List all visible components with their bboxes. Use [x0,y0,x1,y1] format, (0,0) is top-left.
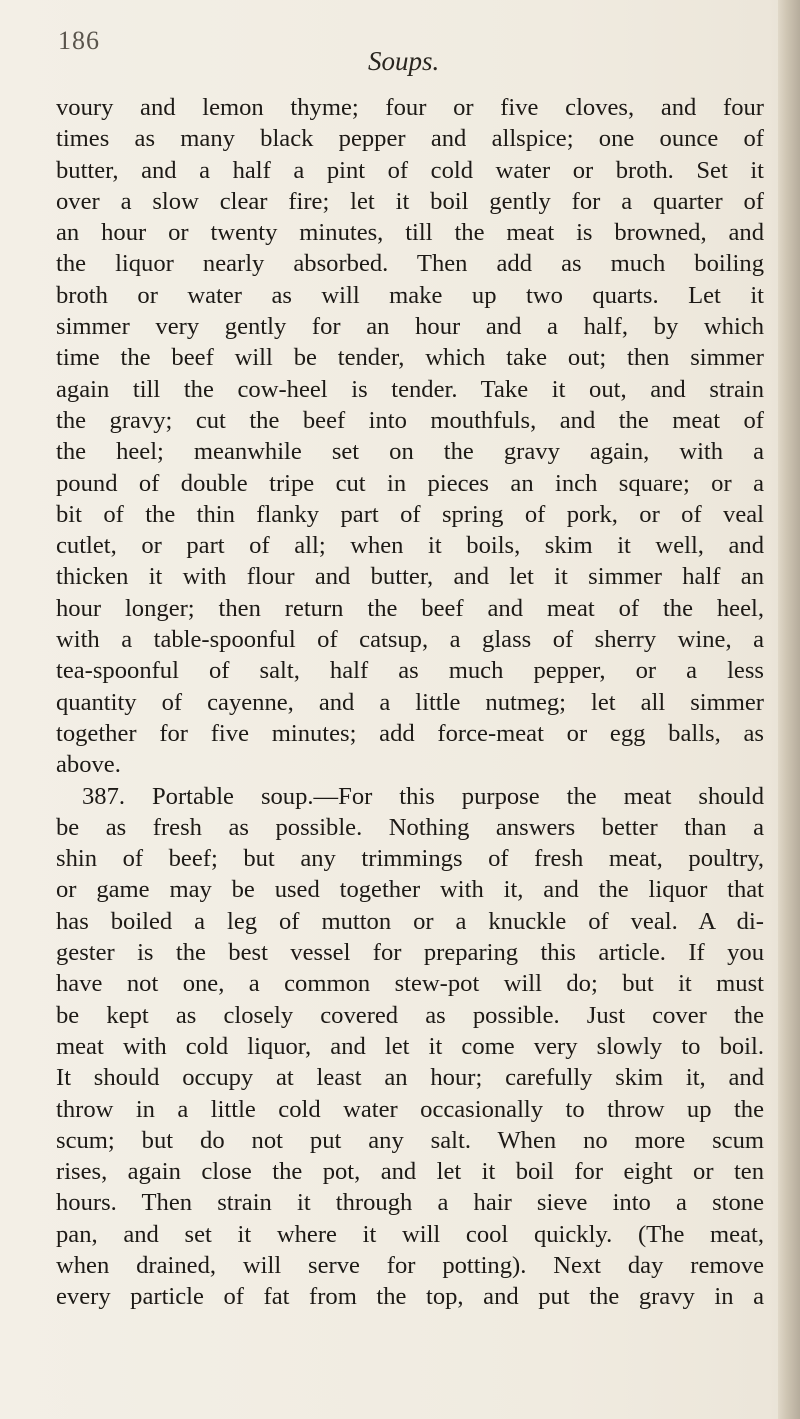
text-line: an hour or twenty minutes, till the meat is browned, and [56,219,764,247]
text-line: bit of the thin flanky part of spring of pork, or of veal [56,500,764,528]
text-line: again till the cow-heel is tender. Take it out, and strain [56,375,764,403]
text-line: cutlet, or part of all; when it boils, skim it well, and [56,532,764,560]
running-title: Soups. [368,46,440,76]
text-line: butter, and a half a pint of cold water or broth. Set it [56,156,764,184]
body-text [56,92,764,1313]
text-line: or game may be used together with it, and the liquor that [56,876,764,904]
text-line: above. [56,751,121,779]
text-line: scum; but do not put any salt. When no more scum [56,1126,764,1154]
text-line: thicken it with flour and butter, and let it simmer half an [56,563,764,591]
text-line: quantity of cayenne, and a little nutmeg; let all simmer [56,688,764,716]
text-line: pound of double tripe cut in pieces an inch square; or a [56,469,764,497]
text-line: together for five minutes; add force-meat or egg balls, as [56,719,764,747]
text-line: the liquor nearly absorbed. Then add as much boiling [56,250,764,278]
page-number: 186 [58,26,100,55]
running-head [58,18,758,76]
text-line: be kept as closely covered as possible. Just cover the [56,1001,764,1029]
text-line: simmer very gently for an hour and a half, by which [56,313,764,341]
page-edge-shadow [778,0,800,1419]
text-line: has boiled a leg of mutton or a knuckle of veal. A di- [56,907,764,935]
text-line: gester is the best vessel for preparing this article. If you [56,939,764,967]
text-line: It should occupy at least an hour; carefully skim it, and [56,1064,764,1092]
text-line: pan, and set it where it will cool quickly. (The meat, [56,1220,764,1248]
text-line: the gravy; cut the beef into mouthfuls, and the meat of [56,406,764,434]
text-line: shin of beef; but any trimmings of fresh meat, poultry, [56,845,764,873]
text-line: hour longer; then return the beef and meat of the heel, [56,594,764,622]
text-line: throw in a little cold water occasionally to throw up the [56,1095,764,1123]
text-line: rises, again close the pot, and let it boil for eight or ten [56,1158,764,1186]
text-line: have not one, a common stew-pot will do; but it must [56,970,764,998]
text-line: hours. Then strain it through a hair sieve into a stone [56,1189,764,1217]
text-line: voury and lemon thyme; four or five cloves, and four [56,94,764,121]
text-line: with a table-spoonful of catsup, a glass of sherry wine, a [56,626,764,654]
text-line: time the beef will be tender, which take out; then simmer [56,344,764,372]
section-heading-line: 387. Portable soup.—For this purpose the meat should [82,782,764,810]
text-line: meat with cold liquor, and let it come very slowly to boil. [56,1032,764,1060]
text-line: broth or water as will make up two quarts. Let it [56,281,764,309]
text-line: every particle of fat from the top, and put the gravy in a [56,1283,764,1311]
text-line: over a slow clear fire; let it boil gently for a quarter of [56,187,764,215]
text-line: times as many black pepper and allspice; one ounce of [56,125,764,153]
text-line: when drained, will serve for potting). Next day remove [56,1251,764,1279]
text-line: the heel; meanwhile set on the gravy again, with a [56,438,764,466]
text-line: be as fresh as possible. Nothing answers better than a [56,813,764,841]
text-line: tea-spoonful of salt, half as much pepper, or a less [56,657,764,685]
